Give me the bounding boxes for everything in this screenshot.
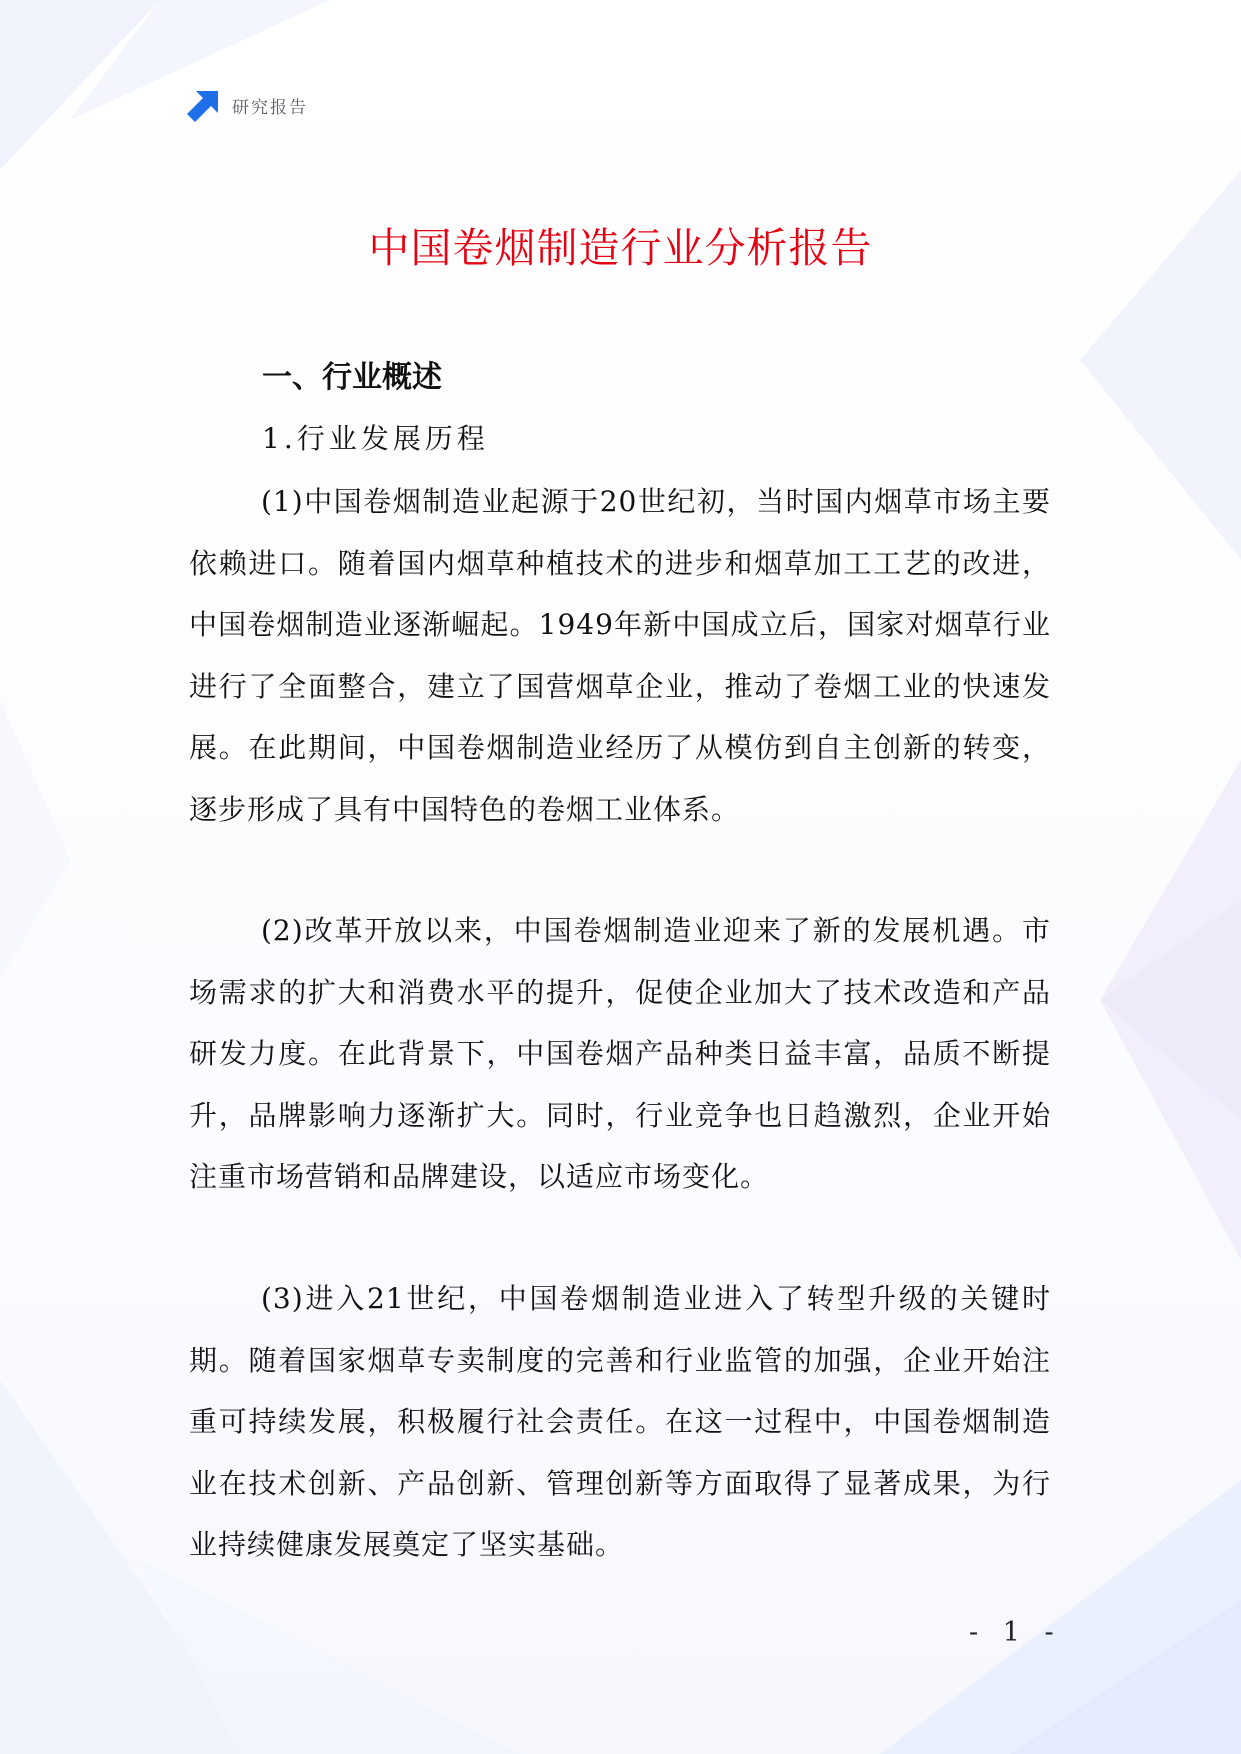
section-heading: 一、行业概述 <box>262 360 442 395</box>
brand-label: 研究报告 <box>232 97 308 118</box>
paragraph: (3)进入21世纪，中国卷烟制造业进入了转型升级的关键时期。随着国家烟草专卖制度的完善和行业监管的加强，企业开始注重可持续发展，积极履行社会责任。在这一过程中，中国卷烟制造业在技术创新、产品创新、管理创新等方面取得了显著成果，为行业持续健康发展奠定了坚实基础。 <box>189 1282 1051 1562</box>
page-number: - 1 - <box>969 1617 1062 1648</box>
subsection-heading: 1.行业发展历程 <box>262 422 489 455</box>
report-header <box>187 88 308 122</box>
paragraph: (2)改革开放以来，中国卷烟制造业迎来了新的发展机遇。市场需求的扩大和消费水平的提升，促使企业加大了技术改造和产品研发力度。在此背景下，中国卷烟产品种类日益丰富，品质不断提升，品牌影响力逐渐扩大。同时，行业竞争也日趋激烈，企业开始注重市场营销和品牌建设，以适应市场变化。 <box>189 914 1051 1194</box>
paragraph: (1)中国卷烟制造业起源于20世纪初，当时国内烟草市场主要依赖进口。随着国内烟草种植技术的进步和烟草加工工艺的改进，中国卷烟制造业逐渐崛起。1949年新中国成立后，国家对烟草行业进行了全面整合，建立了国营烟草企业，推动了卷烟工业的快速发展。在此期间，中国卷烟制造业经历了从模仿到自主创新的转变，逐步形成了具有中国特色的卷烟工业体系。 <box>189 485 1051 826</box>
document-title: 中国卷烟制造行业分析报告 <box>368 224 873 272</box>
arrow-up-right-icon <box>187 88 221 122</box>
